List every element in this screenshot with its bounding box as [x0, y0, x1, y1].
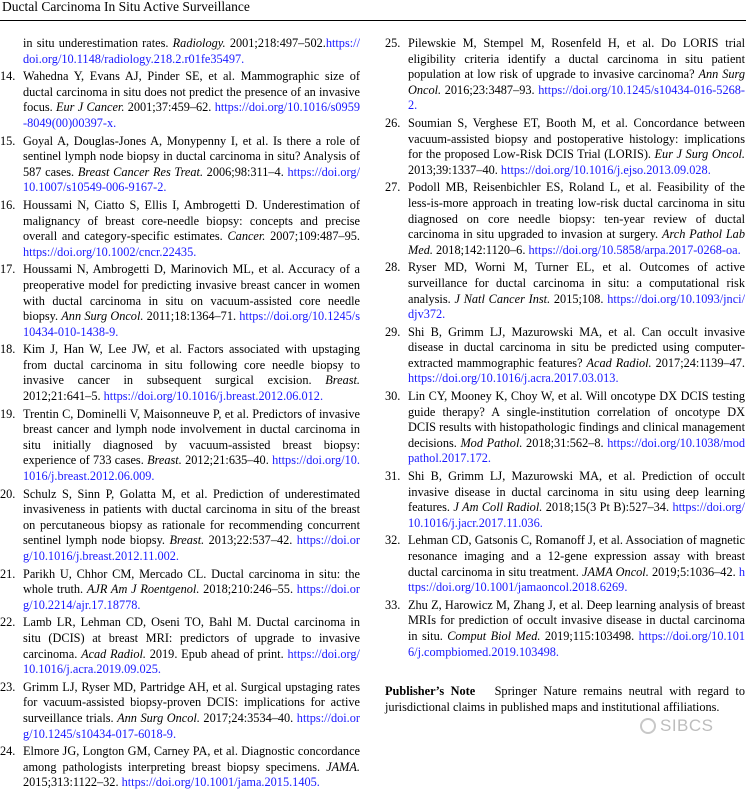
reference-doi-link[interactable]: https://doi.org/10.1001/jamaoncol.2018.6269. [408, 564, 745, 595]
running-header [0, 0, 746, 21]
reference-journal: Breast. [325, 373, 360, 388]
reference-doi-link[interactable]: https://doi.org/10.1245/s10434-017-6018-9. [23, 710, 360, 741]
reference-item [0, 262, 360, 340]
reference-item [385, 180, 745, 258]
reference-item [0, 69, 360, 131]
reference-citation: 2019;115:103498. [540, 628, 639, 643]
reference-journal: Eur J Surg Oncol. [654, 147, 746, 162]
reference-text: Lehman CD, Gatsonis C, Romanoff J, et al. Association of magnetic resonance imaging and a 12-gene expression assay with breast ductal carcinoma in situ treatment. [408, 533, 745, 579]
reference-text: Trentin C, Dominelli V, Maisonneuve P, et al. Predictors of invasive breast cancer and lymph node involvement in ductal carcinoma in situ initially diagnosed by vacuum-assisted breast biopsy: experience of 733 cases. [23, 406, 360, 468]
reference-doi-link[interactable]: https://doi.org/10.1016/j.acra.2019.09.025. [23, 646, 360, 677]
watermark-text: SIBCS [660, 716, 714, 735]
reference-number: 15. [0, 133, 16, 148]
reference-citation: 2018;15(3 Pt B):527–34. [542, 500, 673, 515]
reference-item [0, 744, 360, 791]
reference-number: 20. [0, 486, 16, 501]
reference-citation: 2001;37:459–62. [124, 100, 215, 115]
reference-text: Lin CY, Mooney K, Choy W, et al. Will oncotype DX DCIS testing guide therapy? A single-institution correlation of oncotype DX DCIS results with histopathologic findings and clinical management decisions. [408, 389, 745, 450]
reference-citation: 2018;31:562–8. [522, 435, 608, 450]
reference-number: 19. [0, 406, 16, 421]
reference-item [0, 615, 360, 677]
publisher-note-label: Publisher’s Note [385, 684, 476, 698]
reference-text: Zhu Z, Harowicz M, Zhang J, et al. Deep learning analysis of breast MRIs for prediction of occult invasive disease in ductal carcinoma in situ. [408, 597, 745, 643]
reference-journal: JAMA Oncol. [581, 564, 649, 579]
reference-number: 26. [385, 115, 401, 130]
reference-citation: 2012;21:635–40. [181, 453, 273, 468]
reference-citation: 2019;5:1036–42. [648, 564, 739, 579]
reference-doi-link[interactable]: https://doi.org/10.1016/j.breast.2012.06.012. [103, 389, 324, 404]
reference-text: Wahedna Y, Evans AJ, Pinder SE, et al. Mammographic size of ductal carcinoma in situ does not predict the presence of an invasive focus. [23, 69, 360, 115]
reference-doi-link[interactable]: https://doi.org/10.1245/s10434-016-5268-2. [408, 82, 745, 113]
reference-number: 14. [0, 69, 16, 84]
reference-number: 17. [0, 262, 16, 277]
running-header-title: Ductal Carcinoma In Situ Active Surveillance [2, 0, 250, 14]
reference-text: Elmore JG, Longton GM, Carney PA, et al. Diagnostic concordance among pathologists interpreting breast biopsy specimens. [23, 744, 360, 774]
reference-text: Schulz S, Sinn P, Golatta M, et al. Prediction of underestimated invasiveness in patients with ductal carcinoma in situ of the breast on percutaneous biopsy as rationale for recommending concurrent sentinel lymph node biopsy. [23, 486, 360, 548]
reference-number: 24. [0, 744, 16, 759]
reference-journal: Breast. [169, 533, 205, 548]
reference-text: Parikh U, Chhor CM, Mercado CL. Ductal carcinoma in situ: the whole truth. [23, 566, 360, 597]
reference-text: Podoll MB, Reisenbichler ES, Roland L, et al. Feasibility of the less-is-more approach in treating low-risk ductal carcinoma in situ diagnosed on core needle biopsy: ten-year review of ductal carcinoma in situ upgraded to invasion at surgery. [408, 180, 745, 242]
reference-number: 16. [0, 197, 16, 212]
reference-doi-link[interactable]: https://doi.org/10.1016/j.acra.2017.03.013. [408, 371, 619, 386]
reference-number: 25. [385, 36, 401, 50]
reference-text: Goyal A, Douglas-Jones A, Monypenny I, et al. Is there a role of sentinel lymph node biopsy in ductal carcinoma in situ? Analysis of 587 cases. [23, 133, 360, 179]
reference-item [0, 680, 360, 742]
reference-doi-link[interactable]: https://doi.org/10.1148/radiology.218.2.r01fe35497. [23, 36, 360, 66]
reference-text: Lamb LR, Lehman CD, Oseni TO, Bahl M. Ductal carcinoma in situ (DCIS) at breast MRI: predictors of upgrade to invasive carcinoma. [23, 615, 360, 661]
reference-item [385, 598, 745, 660]
reference-text: Houssami N, Ciatto S, Ellis I, Ambrogetti D. Underestimation of malignancy of breast core-needle biopsy: concepts and precise overall and category-specific estimates. [23, 197, 360, 244]
reference-journal: Radiology. [172, 36, 226, 50]
publisher-note [385, 684, 745, 715]
reference-doi-link[interactable]: https://doi.org/10.1016/j.breast.2012.11.002. [23, 533, 360, 563]
reference-journal: Comput Biol Med. [447, 628, 541, 643]
reference-citation: 2018;142:1120–6. [432, 242, 529, 257]
reference-number: 29. [385, 324, 401, 339]
reference-doi-link[interactable]: https://doi.org/10.1016/j.jacr.2017.11.036. [408, 500, 745, 530]
reference-citation: 2019. Epub ahead of print. [145, 646, 288, 661]
reference-citation: 2006;98:311–4. [203, 164, 288, 179]
reference-item [385, 325, 745, 387]
reference-citation: 2013;22:537–42. [204, 533, 297, 548]
reference-number: 18. [0, 342, 16, 357]
reference-doi-link[interactable]: https://doi.org/10.5858/arpa.2017-0268-oa. [528, 242, 741, 257]
reference-doi-link[interactable]: https://doi.org/10.1001/jama.2015.1405. [121, 775, 320, 790]
reference-item [385, 116, 745, 178]
reference-text: Ryser MD, Worni M, Turner EL, et al. Outcomes of active surveillance for ductal carcinoma in situ: a computational risk analysis. [408, 260, 745, 306]
reference-number: 33. [385, 597, 401, 612]
reference-text: Soumian S, Verghese ET, Booth M, et al. Concordance between vacuum-assisted biopsy and postoperative histology: implications for the proposed Low-Risk DCIS Trial (LORIS). [408, 115, 745, 162]
reference-number: 32. [385, 533, 401, 548]
reference-citation: 2001;218:497–502. [225, 36, 326, 50]
reference-journal: Mod Pathol. [460, 435, 523, 450]
reference-doi-link[interactable]: https://doi.org/10.1016/j.ejso.2013.09.028. [500, 162, 711, 177]
reference-journal: Acad Radiol. [586, 355, 652, 370]
reference-citation: 2015;313:1122–32. [23, 775, 122, 790]
reference-citation: 2012;21:641–5. [23, 389, 104, 404]
reference-journal: Acad Radiol. [81, 646, 146, 661]
reference-list-left [0, 36, 360, 793]
reference-doi-link[interactable]: https://doi.org/10.1016/j.compbiomed.2019.103498. [408, 628, 745, 659]
reference-doi-link[interactable]: https://doi.org/10.1016/j.breast.2012.06.009. [23, 453, 360, 484]
reference-item [385, 533, 745, 595]
reference-citation: 2018;210:246–55. [199, 582, 297, 597]
reference-doi-link[interactable]: https://doi.org/10.1016/s0959-8049(00)00397-x. [23, 100, 360, 130]
reference-journal: JAMA. [326, 759, 360, 774]
reference-item [0, 36, 360, 67]
publisher-note-text: Springer Nature remains neutral with regard to jurisdictional claims in published maps and institutional affiliations. [385, 684, 745, 714]
reference-journal: Eur J Cancer. [56, 100, 125, 115]
reference-item [0, 407, 360, 485]
reference-journal: J Am Coll Radiol. [453, 500, 543, 515]
reference-doi-link[interactable]: https://doi.org/10.2214/ajr.17.18778. [23, 582, 360, 612]
reference-number: 31. [385, 469, 401, 484]
reference-item [385, 36, 745, 114]
reference-item [0, 567, 360, 614]
reference-citation: 2017;24:1139–47. [651, 355, 745, 370]
reference-doi-link[interactable]: https://doi.org/10.1007/s10549-006-9167-2. [23, 164, 360, 195]
reference-journal: Ann Surg Oncol. [408, 67, 745, 97]
reference-number: 30. [385, 389, 401, 404]
reference-journal: Breast. [147, 453, 182, 468]
watermark-logo-icon [640, 718, 656, 734]
reference-item [0, 198, 360, 260]
reference-text: Kim J, Han W, Lee JW, et al. Factors associated with upstaging from ductal carcinoma in situ following core needle biopsy to invasive cancer in subsequent surgical excision. [23, 342, 360, 388]
reference-citation: 2017;24:3534–40. [199, 710, 297, 725]
reference-citation: 2013;39:1337–40. [408, 162, 501, 177]
reference-journal: J Natl Cancer Inst. [454, 291, 551, 306]
reference-journal: Cancer. [227, 229, 266, 244]
reference-doi-link[interactable]: https://doi.org/10.1038/modpathol.2017.172. [408, 435, 745, 466]
reference-text: in situ underestimation rates. [23, 36, 173, 50]
reference-citation: 2015;108. [550, 291, 608, 306]
reference-doi-link[interactable]: https://doi.org/10.1093/jnci/djv372. [408, 291, 745, 322]
reference-doi-link[interactable]: https://doi.org/10.1002/cncr.22435. [23, 244, 197, 259]
reference-number: 22. [0, 615, 16, 630]
reference-number: 21. [0, 566, 16, 581]
reference-text: Grimm LJ, Ryser MD, Partridge AH, et al. Surgical upstaging rates for vacuum-assisted biopsy-proven DCIS: implications for active surveillance trials. [23, 679, 360, 725]
reference-citation: 2011;18:1364–71. [143, 309, 240, 324]
reference-journal: Ann Surg Oncol. [117, 710, 200, 725]
reference-text: Pilewskie M, Stempel M, Rosenfeld H, et al. Do LORIS trial eligibility criteria identify a ductal carcinoma in situ patient population at low risk of upgrade to invasive carcinoma? [408, 36, 745, 82]
reference-item [385, 469, 745, 531]
reference-item [0, 487, 360, 565]
reference-journal: Breast Cancer Res Treat. [77, 164, 204, 179]
reference-item [0, 134, 360, 196]
reference-number: 23. [0, 679, 16, 694]
reference-number: 27. [385, 180, 401, 195]
reference-citation: 2016;23:3487–93. [441, 82, 539, 97]
reference-item [0, 342, 360, 404]
reference-text: Shi B, Grimm LJ, Mazurowski MA, et al. Prediction of occult invasive disease in ductal carcinoma in situ using deep learning features. [408, 469, 745, 515]
reference-journal: Ann Surg Oncol. [61, 309, 144, 324]
reference-text: Houssami N, Ambrogetti D, Marinovich ML, et al. Accuracy of a preoperative model for predicting invasive breast cancer in women with ductal carcinoma in situ on vacuum-assisted core needle biopsy. [23, 262, 360, 324]
reference-doi-link[interactable]: https://doi.org/10.1245/s10434-010-1438-9. [23, 309, 360, 339]
watermark [640, 716, 714, 736]
reference-citation: 2007;109:487–95. [265, 229, 360, 244]
reference-text: Shi B, Grimm LJ, Mazurowski MA, et al. Can occult invasive disease in ductal carcinoma in situ be predicted using computer-extracted mammographic features? [408, 324, 745, 370]
reference-number: 28. [385, 260, 401, 275]
reference-item [385, 389, 745, 467]
reference-item [385, 260, 745, 322]
reference-journal: Arch Pathol Lab Med. [408, 227, 745, 257]
reference-journal: AJR Am J Roentgenol. [86, 582, 200, 597]
reference-list-right [385, 36, 745, 662]
